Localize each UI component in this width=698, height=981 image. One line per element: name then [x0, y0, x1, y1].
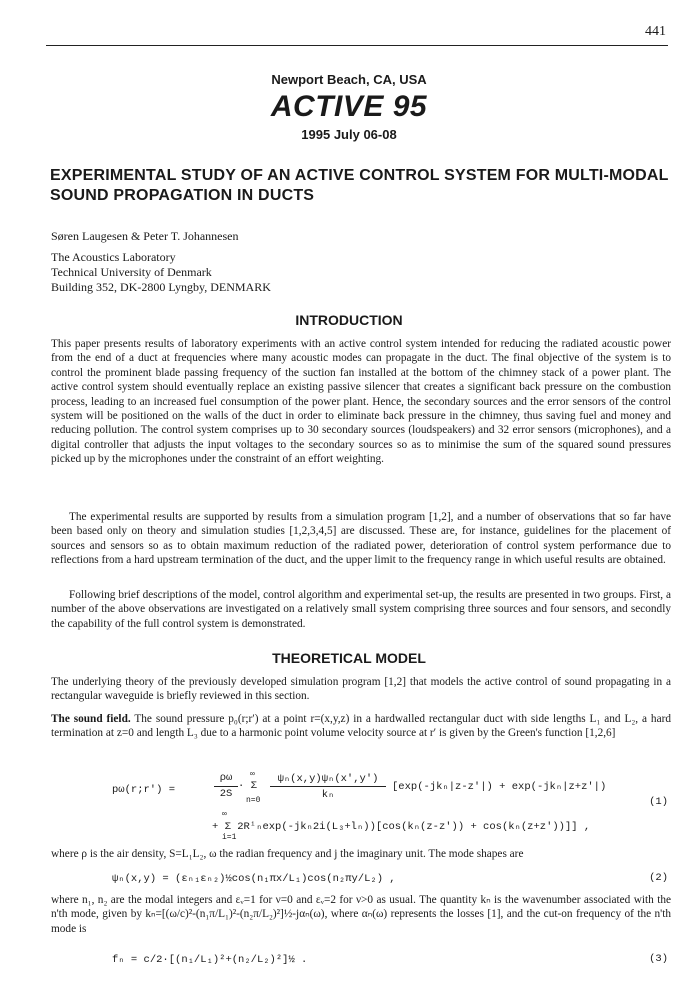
eq3-number: (3) [649, 953, 668, 965]
eq3: fₙ = c/2·[(n₁/L₁)²+(n₂/L₂)²]½ . [112, 954, 308, 966]
intro-paragraph-3: Following brief descriptions of the model, control algorithm and experimental set-up, the results are presented in two groups. First, a number of the above observations are investigated on a relatively small system comprising three sources and four sensors, and secondly the capability of the full control system is demonstrated. [51, 589, 671, 630]
eq1-number: (1) [649, 796, 668, 808]
affiliation [51, 250, 271, 295]
theory-paragraph-1: The underlying theory of the previously developed simulation program [1,2] that models the active control of sound propagating in a rectangular waveguide is briefly reviewed in this section. [51, 676, 671, 703]
authors: Søren Laugesen & Peter T. Johannesen [51, 229, 239, 243]
eq1-sum2-upper: ∞ [222, 810, 227, 819]
where-n-paragraph: where n₁, n₂ are the modal integers and εᵥ=1 for ν=0 and εᵥ=2 for ν>0 as usual. The quantity kₙ is the wavenumber associated with the n'th mode, given by kₙ=[(ω/c)²-(n₁π/L₁)²-(n₂π/L₂)²]½-jαₙ(ω), where αₙ(ω) represents the losses [1], and the cut-on frequency of the n'th mode is [51, 894, 671, 935]
conference-date: 1995 July 06-08 [301, 127, 397, 142]
eq1-fraction-numerator: ρω [219, 772, 233, 784]
conference-location: Newport Beach, CA, USA [271, 72, 427, 87]
eq1-sum-symbol: · Σ [238, 780, 257, 792]
header-rule [46, 45, 668, 46]
affiliation-line: Technical University of Denmark [51, 265, 212, 279]
page-number: 441 [645, 24, 666, 39]
sound-field-text: The sound pressure p₀(r;r′) at a point r=(x,y,z) in a hardwalled rectangular duct with side lengths L₁ and L₂, a hard termination at z=0 and length L₃ due to a harmonic point volume velocity source at r′ is given by the Green's function [1,2,6] [51, 713, 671, 740]
conference-name: ACTIVE 95 [270, 90, 428, 123]
eq2: ψₙ(x,y) = (εₙ₁εₙ₂)½cos(n₁πx/L₁)cos(n₂πy/L₂) , [112, 873, 396, 885]
eq1-mode-numerator: ψₙ(x,y)ψₙ(x′,y′) [277, 773, 379, 785]
section-heading-introduction: INTRODUCTION [295, 312, 403, 328]
paper-title: EXPERIMENTAL STUDY OF AN ACTIVE CONTROL SYSTEM FOR MULTI-MODAL SOUND PROPAGATION IN DUCTS [50, 167, 669, 204]
section-heading-theoretical-model: THEORETICAL MODEL [272, 650, 426, 666]
sound-field-run-in-heading: The sound field. [51, 713, 131, 725]
where-rho-paragraph: where ρ is the air density, S=L₁L₂, ω the radian frequency and j the imaginary unit. The mode shapes are [51, 848, 524, 860]
eq1-sum2-lower: i=1 [222, 833, 237, 842]
eq1-line-2: + Σ 2Rⁱₙexp(-jkₙ2i(L₃+lₙ))[cos(kₙ(z-z′)) + cos(kₙ(z+z′))]] , [212, 821, 591, 833]
eq1-sum-lower: n=0 [246, 796, 261, 805]
eq1-lhs: pω(r;r′) = [112, 784, 176, 796]
eq1-sum-upper: ∞ [250, 770, 255, 779]
eq1-mode-denominator: kₙ [321, 789, 335, 801]
intro-paragraph-2: The experimental results are supported by results from a simulation program [1,2], and a number of observations that so far have been based only on theory and simulation studies [1,2,3,4,5] are discussed. These are, for instance, guidelines for the placement of sources and sensors so as to obtain maximum reduction of the radiated power, deterioration of control system performance due to reflections from a hard upstream termination of the duct, and the upper limit to the frequency range in which useful results are obtained. [51, 511, 671, 567]
eq1-mode-bar [270, 786, 386, 787]
affiliation-line: Building 352, DK-2800 Lyngby, DENMARK [51, 280, 271, 294]
eq1-bracket-term: [exp(-jkₙ|z-z′|) + exp(-jkₙ|z+z′|) [392, 781, 607, 793]
eq1-fraction-bar [214, 786, 238, 787]
eq2-number: (2) [649, 872, 668, 884]
affiliation-line: The Acoustics Laboratory [51, 250, 176, 264]
eq1-fraction-denominator: 2S [219, 788, 233, 800]
sound-field-paragraph [51, 712, 671, 741]
intro-paragraph-1: This paper presents results of laboratory experiments with an active control system intended for reducing the radiated acoustic power from the end of a duct at frequencies where many acoustic modes can propagate in the duct. The final objective of the system is to control the prominent blade passing frequency of the suction fan installed at the bottom of the chimney stack of a power plant. The active control system should eventually replace an existing passive silencer that creates a significant back pressure on the combustion process, leading to an increased fuel consumption of the power plant. Hence, the secondary sources and the error sensors of the control system will be positioned on the walls of the duct in order to eliminate back pressure in the chimney, thus saving fuel and money and reducing pollution. The control system comprises up to 30 secondary sources (loudspeakers) and 32 error sensors (microphones), and a digital controller that adjusts the input voltages to the secondary sources so as to minimise the sum of the squared sound pressures picked up by the microphones under the constraint of an effort weighting. [51, 338, 671, 466]
